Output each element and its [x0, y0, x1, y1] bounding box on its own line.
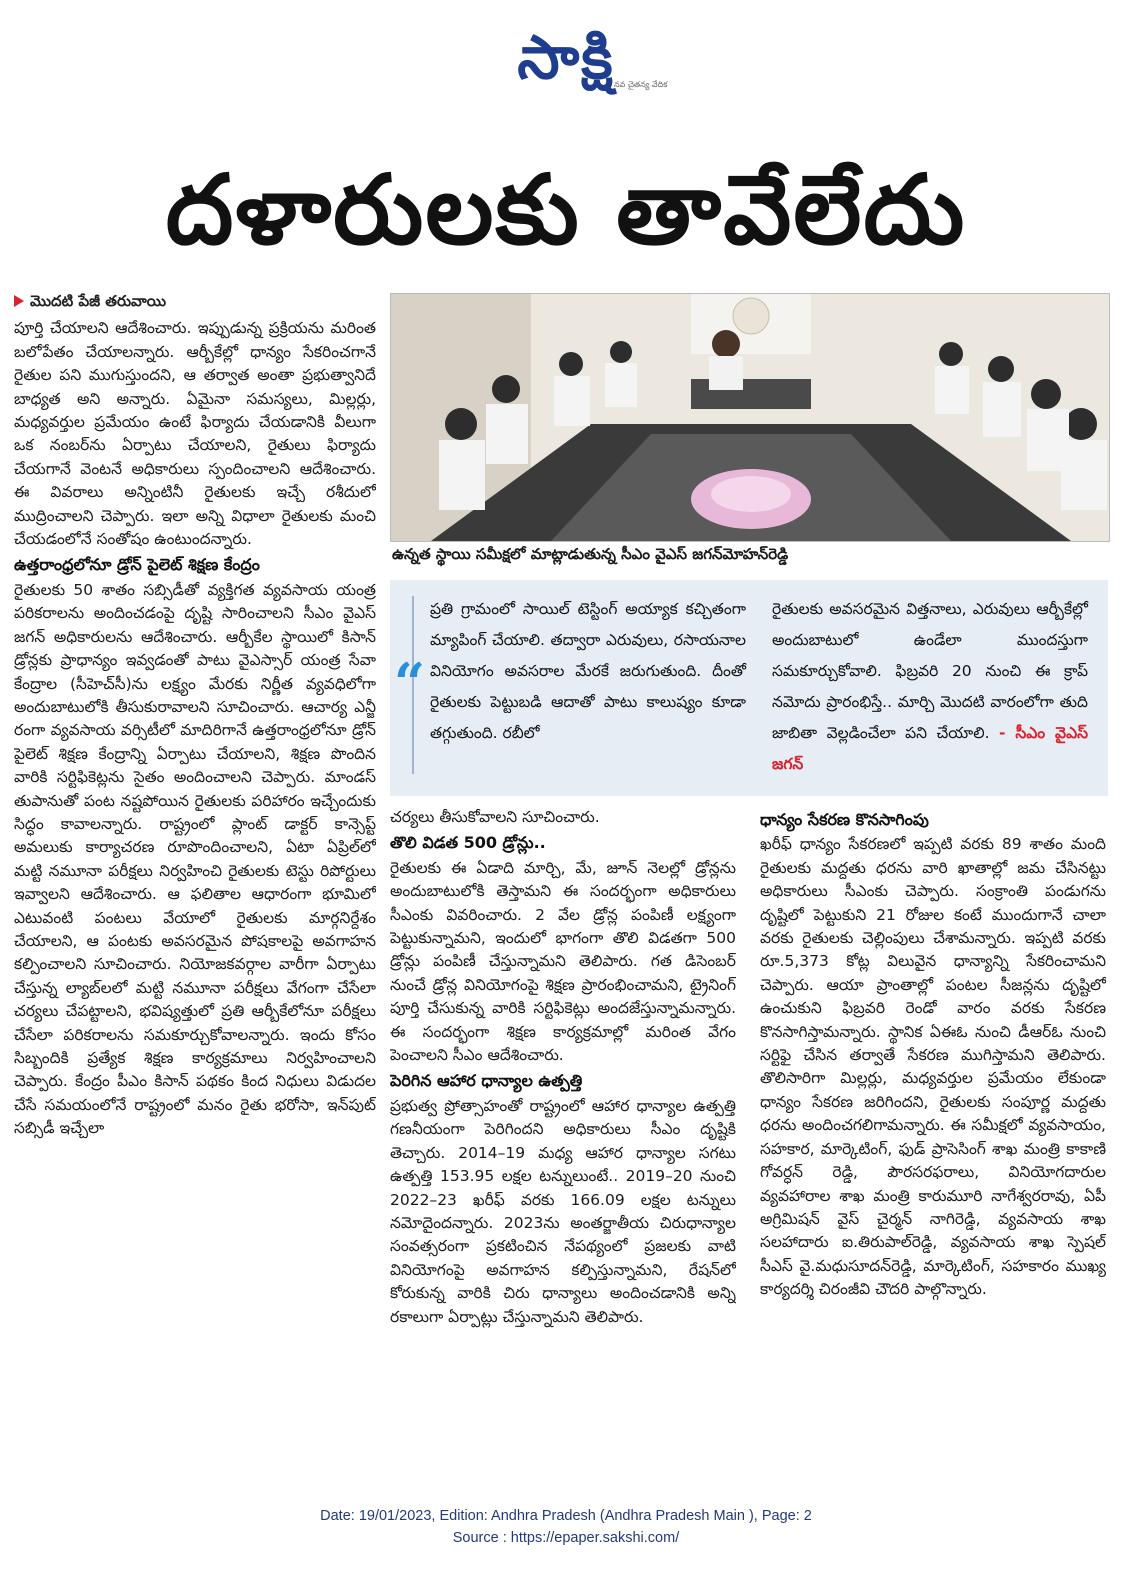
col2-paragraph-1: రైతులకు ఈ ఏడాది మార్చి, మే, జూన్‌ నెలల్లో డ్రోన్లను అందుబాటులోకి తెస్తామని ఈ సందర్భంగా అధికారులు సీఎంకు వివరించారు. 2 వేల డ్రోన్ల పంపిణీ లక్ష్యంగా పెట్టుకున్నామని, ఇందులో భాగంగా తొలి విడతగా 500 డ్రోన్లు పంపిణీ చేస్తున్నామని తెలిపారు. గత డిసెంబర్‌ నుంచే డ్రోన్ల వినియోగంపై శిక్షణ ప్రారంభించామని, ట్రైనింగ్‌ పూర్తి చేసుకున్న వారికి సర్టిఫికెట్లు అందజేస్తున్నామన్నారు. ఈ సందర్భంగా శిక్షణ కార్యక్రమాల్లో మరింత వేగం పెంచాలని సీఎం ఆదేశించారు.: [390, 858, 736, 1065]
meeting-photo: [390, 293, 1110, 542]
col3-paragraph-1: ఖరీఫ్‌ ధాన్యం సేకరణలో ఇప్పటి వరకు 89 శాతం మంది రైతులకు మద్దతు ధరను వారి ఖాతాల్లో జమ చేసినట్టు అధికారులు సీఎంకు చెప్పారు. సంక్రాంతి పండుగను దృష్టిలో పెట్టుకుని 21 రోజుల కంటే ముందుగానే చాలా వరకు రైతులకు చెల్లింపులు చేశామన్నారు. ఇప్పటి వరకు రూ.5,373 కోట్ల విలువైన ధాన్యాన్ని సేకరించామని చెప్పారు. ఆయా ప్రాంతాల్లో పంటల సీజన్లను దృష్టిలో ఉంచుకుని ఫిబ్రవరి రెండో వారం వరకు సేకరణ కొనసాగిస్తామన్నారు. స్థానిక ఏఈఓ నుంచి డీఆర్‌ఓ నుంచి సర్టిఫై చేసిన తర్వాతే సేకరణ ముగిస్తామని తెలిపారు. తొలిసారిగా మిల్లర్లు, మధ్యవర్తుల ప్రమేయం లేకుండా ధాన్యం సేకరణ జరిగిందని, రైతులకు సంపూర్ణ మద్దతు ధరను అందించగలిగామన్నారు. ఈ సమీక్షలో వ్యవసాయం, సహకార, మార్కెటింగ్, ఫుడ్‌ ప్రాసెసింగ్‌ శాఖ మంత్రి కాకాణి గోవర్ధన్‌ రెడ్డి, పౌరసరఫరాలు, వినియోగదారుల వ్యవహారాల శాఖ మంత్రి కారుమూరి నాగేశ్వరరావు, ఏపీ అగ్రిమిషన్‌ వైస్‌ చైర్మన్‌ నాగిరెడ్డి, వ్యవసాయ శాఖ సలహాదారు ఐ.తిరుపాల్‌రెడ్డి, వ్యవసాయ శాఖ స్పెషల్‌ సీఎస్‌ వై.మధుసూదన్‌రెడ్డి, మార్కెటింగ్, సహకారం ముఖ్య కార్యదర్శి చిరంజీవి చౌదరి పాల్గొన్నారు.: [760, 835, 1106, 1299]
quote-text-right: రైతులకు అవసరమైన విత్తనాలు, ఎరువులు ఆర్బీకేల్లో అందుబాటులో ఉండేలా ముందస్తుగా సమకూర్చుకోవాలి. ఫిబ్రవరి 20 నుంచి ఈ క్రాప్‌ నమోదు ప్రారంభిస్తే.. మార్చి మొదటి వారంలోగా తుది జాబితా వెల్లడించేలా పని చేయాలి. - సీఎం వైఎస్‌ జగన్‌: [772, 600, 1088, 773]
play-arrow-icon: [14, 295, 24, 307]
column-3: [760, 806, 1106, 1466]
col2-subheading-1: తొలి విడత 500 డ్రోన్లు..: [390, 833, 546, 853]
col3-subheading: ధాన్యం సేకరణ కొనసాగింపు: [760, 810, 929, 829]
quote-attribution: - సీఎం వైఎస్‌ జగన్‌: [772, 724, 1088, 773]
quote-mark-icon: “: [394, 651, 426, 715]
headline: దళారులకు తావేలేదు: [165, 154, 967, 266]
col2-subheading-2: పెరిగిన ఆహార ధాన్యాల ఉత్పత్తి: [390, 1071, 583, 1091]
quote-text-left: ప్రతి గ్రామంలో సాయిల్‌ టెస్టింగ్‌ అయ్యాక కచ్చితంగా మ్యాపింగ్‌ చేయాలి. తద్వారా ఎరువులు, రసాయనాల వినియోగం అవసరాల మేరకే జరుగుతుంది. దీంతో రైతులకు పెట్టుబడి ఆదాతో పాటు కాలుష్యం కూడా తగ్గుతుంది. రబీలో: [430, 600, 746, 742]
masthead-tagline: నవ చైతన్య వేదిక: [614, 80, 668, 89]
col2-paragraph-2: ప్రభుత్వ ప్రోత్సాహంతో రాష్ట్రంలో ఆహార ధాన్యాల ఉత్పత్తి గణనీయంగా పెరిగిందని అధికారులు సీఎం దృష్టికి తెచ్చారు. 2014–19 మధ్య ఆహార ధాన్యాల సగటు ఉత్పత్తి 153.95 లక్షల టన్నులుంటే.. 2019–20 నుంచి 2022–23 ఖరీఫ్‌ వరకు 166.09 లక్షల టన్నులు నమోదైందన్నారు. 2023ను అంతర్జాతీయ చిరుధాన్యాల సంవత్సరంగా ప్రకటించిన నేపథ్యంలో ప్రజలకు వాటి వినియోగంపై అవగాహన కల్పిస్తున్నామని, రేషన్‌లో కోరుకున్న వారికి చిరు ధాన్యాలు అందించడానికి అన్ని రకాలుగా ఏర్పాట్లు చేస్తున్నామని తెలిపారు.: [390, 1096, 736, 1326]
masthead-logo: సాక్షి: [517, 23, 615, 93]
column-1: [14, 290, 376, 1460]
column-2: [390, 806, 736, 1466]
meeting-photo-illustration: [391, 294, 1109, 541]
photo-caption: ఉన్నత స్థాయి సమీక్షలో మాట్లాడుతున్న సీఎం వైఎస్‌ జగన్‌మోహన్‌రెడ్డి: [392, 545, 789, 563]
footer-date-edition: Date: 19/01/2023, Edition: Andhra Pradesh (Andhra Pradesh Main ), Page: 2: [320, 1508, 812, 1524]
col1-subheading: ఉత్తరాంధ్రలోనూ డ్రోన్‌ పైలెట్‌ శిక్షణ కేంద్రం: [14, 555, 260, 575]
col2-paragraph-0: చర్యలు తీసుకోవాలని సూచించారు.: [390, 808, 600, 826]
footer-source: Source : https://epaper.sakshi.com/: [452, 1530, 680, 1546]
col1-paragraph-1: పూర్తి చేయాలని ఆదేశించారు. ఇప్పుడున్న ప్రక్రియను మరింత బలోపేతం చేయాలన్నారు. ఆర్బీకేల్లో ధాన్యం సేకరించగానే రైతుల పని ముగుస్తుందని, ఆ తర్వాత అంతా ప్రభుత్వానిదే బాధ్యత అని అన్నారు. ఏమైనా సమస్యలు, మిల్లర్లు, మధ్యవర్తుల ప్రమేయం ఉంటే ఫిర్యాదు చేయడానికి వీలుగా ఒక నంబర్‌ను ఏర్పాటు చేయాలని, రైతులు ఫిర్యాదు చేయగానే వెంటనే అధికారులు స్పందించాలని ఆదేశించారు. ఈ వివరాలు అన్నింటినీ రైతులకు ఇచ్చే రశీదులో ముద్రించాలని చెప్పారు. ఇలా అన్ని విధాలా రైతులకు మంచి చేయడంలోనే సంతోషం ఉంటుందన్నారు.: [14, 319, 376, 549]
col1-paragraph-2: రైతులకు 50 శాతం సబ్సిడీతో వ్యక్తిగత వ్యవసాయ యంత్ర పరికరాలను అందించడంపై దృష్టి సారించాలని సీఎం వైఎస్‌ జగన్‌ అధికారులను ఆదేశించారు. ఆర్బీకేల స్థాయిలో కిసాన్‌ డ్రోన్లకు ప్రాధాన్యం ఇవ్వడంతో పాటు వైఎస్సార్‌ యంత్ర సేవా కేంద్రాల (సీహెచ్‌సీ)ను లక్ష్యం మేరకు నిర్ణీత వ్యవధిలోగా అందుబాటులోకి తీసుకురావాలని సూచించారు. ఆచార్య ఎన్జీ రంగా వ్యవసాయ వర్సిటీలో మాదిరిగానే ఉత్తరాంధ్రలోనూ డ్రోన్‌ పైలెట్‌ శిక్షణ కేంద్రాన్ని ఏర్పాటు చేయాలని, శిక్షణ పొందిన వారికి సర్టిఫికెట్లను సైతం అందించాలని చెప్పారు. మాండస్‌ తుపానుతో పంట నష్టపోయిన రైతులకు పరిహారం ఇచ్చేందుకు సిద్ధం కావాలన్నారు. రాష్ట్రంలో ప్లాంట్‌ డాక్టర్‌ కాన్సెప్ట్‌ అమలుకు కార్యాచరణ రూపొందించాలని, ఏటా ఏప్రిల్‌లో మట్టి నమూనా పరీక్షలు నిర్వహించి రైతులకు టెస్టు రిపోర్టులు ఇవ్వాలని ఆదేశించారు. ఆ ఫలితాల ఆధారంగా భూమిలో ఎటువంటి పంటలు వేయాలో రైతులకు మార్గనిర్దేశం చేయాలని, ఆ పంటకు అవసరమైన పోషకాలపై అవగాహన కల్పించాలని సూచించారు. నియోజకవర్గాల వారీగా ఏర్పాటు చేస్తున్న ల్యాబ్‌లలో మట్టి నమూనా పరీక్షలు వేగంగా చేసేలా చర్యలు చేపట్టాలని, భవిష్యత్తులో ప్రతి ఆర్బీకేలోనూ పరీక్షలు చేసేలా పరికరాలను సమకూర్చుకోవాలన్నారు. ఇందు కోసం సిబ్బందికి ప్రత్యేక శిక్షణ కార్యక్రమాలు నిర్వహించాలని చెప్పారు. కేంద్రం పీఎం కిసాన్‌ పథకం కింద నిధులు విడుదల చేసే సమయంలోనే రాష్ట్రంలో మనం రైతు భరోసా, ఇన్‌పుట్‌ సబ్సిడీ ఇచ్చేలా: [14, 580, 376, 1138]
quote-box: [390, 580, 1108, 796]
continued-label: మొదటి పేజీ తరువాయి: [14, 290, 376, 313]
